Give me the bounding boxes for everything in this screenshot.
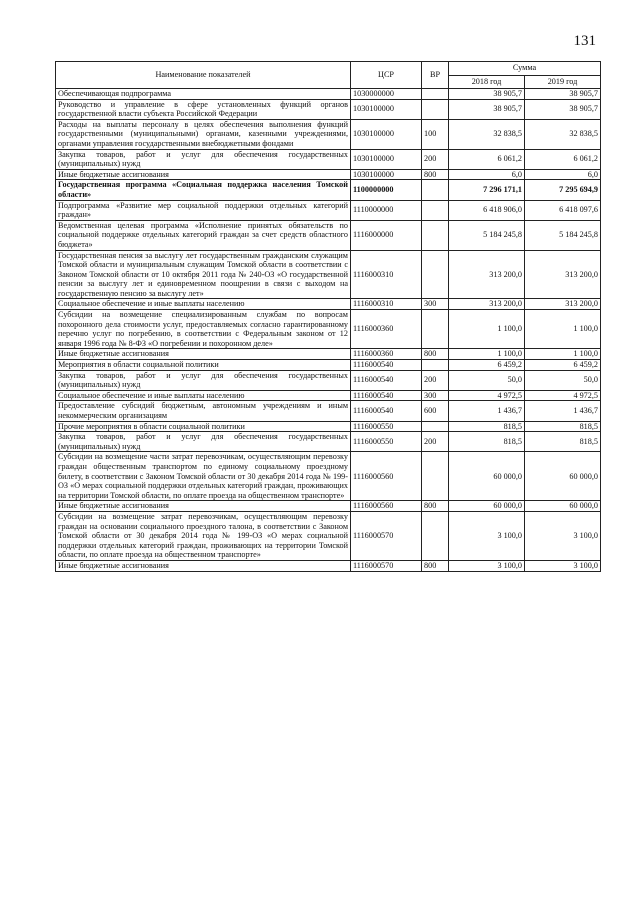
row-name: Руководство и управление в сфере установленных функций органов государственной власти субъекта Российской Федерации (56, 99, 351, 119)
row-csr: 1116000560 (351, 452, 422, 501)
row-name: Иные бюджетные ассигнования (56, 349, 351, 360)
row-csr: 1116000360 (351, 310, 422, 349)
row-sum-2019: 6 459,2 (525, 360, 601, 371)
table-row (56, 99, 601, 119)
table-row (56, 401, 601, 421)
table-row (56, 501, 601, 512)
row-sum-2018: 1 100,0 (449, 349, 525, 360)
row-sum-2018: 50,0 (449, 370, 525, 390)
table-row (56, 169, 601, 180)
row-name: Субсидии на возмещение части затрат перевозчикам, осуществляющим перевозку граждан общественным транспортом по единому социальному проездному билету, в соответствии с Законом Томской области от 30 декабря 2014 года № 199-ОЗ «О мерах социальной поддержки отдельных категорий граждан, проживающих на территории Томской области, по оплате проезда на общественном транспорте» (56, 452, 351, 501)
row-name: Субсидии на возмещение специализированным службам по вопросам похоронного дела стоимости услуг, предоставляемых согласно гарантированному перечню услуг по погребению, в соответствии с Федеральным законом от 12 января 1996 года № 8-ФЗ «О погребении и похоронном деле» (56, 310, 351, 349)
header-year-2018: 2018 год (449, 75, 525, 89)
row-csr: 1116000570 (351, 511, 422, 560)
row-vr (422, 360, 449, 371)
page-number: 131 (573, 33, 596, 49)
row-name: Предоставление субсидий бюджетным, автономным учреждениям и иным некоммерческим организациям (56, 401, 351, 421)
row-name: Иные бюджетные ассигнования (56, 560, 351, 571)
row-vr: 800 (422, 501, 449, 512)
row-vr (422, 452, 449, 501)
table-row (56, 560, 601, 571)
row-vr (422, 250, 449, 299)
row-vr (422, 220, 449, 250)
budget-table (55, 61, 601, 572)
row-csr: 1030100000 (351, 169, 422, 180)
table-row (56, 511, 601, 560)
row-sum-2018: 6 418 906,0 (449, 200, 525, 220)
row-name: Закупка товаров, работ и услуг для обеспечения государственных (муниципальных) нужд (56, 149, 351, 169)
header-sum: Сумма (449, 62, 601, 76)
row-csr: 1030100000 (351, 99, 422, 119)
row-sum-2019: 1 436,7 (525, 401, 601, 421)
row-sum-2019: 38 905,7 (525, 89, 601, 100)
table-row (56, 250, 601, 299)
header-year-2019: 2019 год (525, 75, 601, 89)
row-csr: 1030100000 (351, 149, 422, 169)
header-csr: ЦСР (351, 62, 422, 89)
row-name: Закупка товаров, работ и услуг для обеспечения государственных (муниципальных) нужд (56, 370, 351, 390)
row-sum-2019: 50,0 (525, 370, 601, 390)
row-csr: 1116000000 (351, 220, 422, 250)
row-sum-2019: 7 295 694,9 (525, 180, 601, 200)
row-csr: 1116000540 (351, 401, 422, 421)
row-sum-2019: 38 905,7 (525, 99, 601, 119)
row-sum-2019: 3 100,0 (525, 560, 601, 571)
row-csr: 1116000310 (351, 250, 422, 299)
row-sum-2018: 3 100,0 (449, 560, 525, 571)
row-csr: 1116000540 (351, 360, 422, 371)
table-row (56, 370, 601, 390)
table-row (56, 432, 601, 452)
row-sum-2018: 1 436,7 (449, 401, 525, 421)
row-vr: 100 (422, 119, 449, 149)
row-vr (422, 200, 449, 220)
row-sum-2018: 818,5 (449, 432, 525, 452)
table-row (56, 220, 601, 250)
row-csr: 1116000540 (351, 390, 422, 401)
row-sum-2019: 60 000,0 (525, 452, 601, 501)
row-vr: 300 (422, 299, 449, 310)
row-sum-2018: 60 000,0 (449, 452, 525, 501)
row-name: Иные бюджетные ассигнования (56, 501, 351, 512)
row-sum-2018: 313 200,0 (449, 299, 525, 310)
row-sum-2019: 1 100,0 (525, 310, 601, 349)
row-sum-2018: 5 184 245,8 (449, 220, 525, 250)
row-vr: 800 (422, 560, 449, 571)
row-vr (422, 89, 449, 100)
row-name: Обеспечивающая подпрограмма (56, 89, 351, 100)
row-name: Ведомственная целевая программа «Исполнение принятых обязательств по социальной поддержке отдельных категорий граждан за счет средств областного бюджета» (56, 220, 351, 250)
row-vr: 600 (422, 401, 449, 421)
row-name: Субсидии на возмещение затрат перевозчикам, осуществляющим перевозку граждан на основании социального проездного талона, в соответствии с Законом Томской области от 30 декабря 2014 года № 199-ОЗ «О мерах социальной поддержки отдельных категорий граждан, проживающих на территории Томской области, по оплате проезда на общественном транспорте» (56, 511, 351, 560)
row-sum-2019: 1 100,0 (525, 349, 601, 360)
table-row (56, 360, 601, 371)
row-vr: 800 (422, 169, 449, 180)
table-row (56, 299, 601, 310)
row-name: Государственная пенсия за выслугу лет государственным гражданским служащим Томской области и муниципальным служащим Томской области в соответствии с Законом Томской области от 10 октября 2011 года № 240-ОЗ «О государственной пенсии за выслугу лет и единовременном поощрении в связи с выходом на государственную пенсию за выслугу лет» (56, 250, 351, 299)
row-sum-2018: 1 100,0 (449, 310, 525, 349)
row-csr: 1030100000 (351, 119, 422, 149)
row-sum-2019: 313 200,0 (525, 250, 601, 299)
table-row (56, 349, 601, 360)
table-row (56, 200, 601, 220)
row-vr (422, 421, 449, 432)
row-sum-2019: 6 061,2 (525, 149, 601, 169)
row-sum-2018: 4 972,5 (449, 390, 525, 401)
table-row (56, 180, 601, 200)
row-sum-2018: 38 905,7 (449, 89, 525, 100)
row-name: Прочие мероприятия в области социальной политики (56, 421, 351, 432)
table-row (56, 452, 601, 501)
row-sum-2018: 32 838,5 (449, 119, 525, 149)
row-sum-2019: 818,5 (525, 421, 601, 432)
row-vr (422, 180, 449, 200)
header-name: Наименование показателей (56, 62, 351, 89)
row-sum-2019: 32 838,5 (525, 119, 601, 149)
row-sum-2019: 4 972,5 (525, 390, 601, 401)
table-row (56, 310, 601, 349)
row-name: Государственная программа «Социальная поддержка населения Томской области» (56, 180, 351, 200)
row-sum-2019: 313 200,0 (525, 299, 601, 310)
row-vr: 300 (422, 390, 449, 401)
row-vr (422, 310, 449, 349)
row-csr: 1030000000 (351, 89, 422, 100)
row-name: Расходы на выплаты персоналу в целях обеспечения выполнения функций государственными (муниципальными) органами, казенными учреждениями, органами управления государственными внебюджетными фондами (56, 119, 351, 149)
row-csr: 1116000540 (351, 370, 422, 390)
row-sum-2018: 3 100,0 (449, 511, 525, 560)
row-vr (422, 511, 449, 560)
row-sum-2018: 38 905,7 (449, 99, 525, 119)
header-vr: ВР (422, 62, 449, 89)
row-vr: 200 (422, 370, 449, 390)
row-name: Закупка товаров, работ и услуг для обеспечения государственных (муниципальных) нужд (56, 432, 351, 452)
row-csr: 1116000310 (351, 299, 422, 310)
row-name: Подпрограмма «Развитие мер социальной поддержки отдельных категорий граждан» (56, 200, 351, 220)
row-vr: 200 (422, 149, 449, 169)
table-header (56, 62, 601, 89)
row-sum-2018: 6 061,2 (449, 149, 525, 169)
row-sum-2018: 6 459,2 (449, 360, 525, 371)
row-sum-2019: 818,5 (525, 432, 601, 452)
row-sum-2019: 60 000,0 (525, 501, 601, 512)
table-row (56, 390, 601, 401)
row-sum-2018: 60 000,0 (449, 501, 525, 512)
row-sum-2019: 5 184 245,8 (525, 220, 601, 250)
row-csr: 1110000000 (351, 200, 422, 220)
table-row (56, 89, 601, 100)
row-vr: 800 (422, 349, 449, 360)
row-csr: 1116000550 (351, 432, 422, 452)
row-sum-2019: 6,0 (525, 169, 601, 180)
row-name: Мероприятия в области социальной политики (56, 360, 351, 371)
row-csr: 1116000570 (351, 560, 422, 571)
row-name: Социальное обеспечение и иные выплаты населению (56, 299, 351, 310)
row-sum-2018: 7 296 171,1 (449, 180, 525, 200)
row-sum-2019: 6 418 097,6 (525, 200, 601, 220)
row-sum-2019: 3 100,0 (525, 511, 601, 560)
table-body (56, 89, 601, 572)
table-row (56, 119, 601, 149)
row-csr: 1116000560 (351, 501, 422, 512)
row-csr: 1100000000 (351, 180, 422, 200)
row-csr: 1116000360 (351, 349, 422, 360)
row-vr (422, 99, 449, 119)
row-csr: 1116000550 (351, 421, 422, 432)
row-vr: 200 (422, 432, 449, 452)
row-name: Иные бюджетные ассигнования (56, 169, 351, 180)
table-row (56, 421, 601, 432)
row-sum-2018: 313 200,0 (449, 250, 525, 299)
row-sum-2018: 818,5 (449, 421, 525, 432)
row-sum-2018: 6,0 (449, 169, 525, 180)
table-row (56, 149, 601, 169)
row-name: Социальное обеспечение и иные выплаты населению (56, 390, 351, 401)
